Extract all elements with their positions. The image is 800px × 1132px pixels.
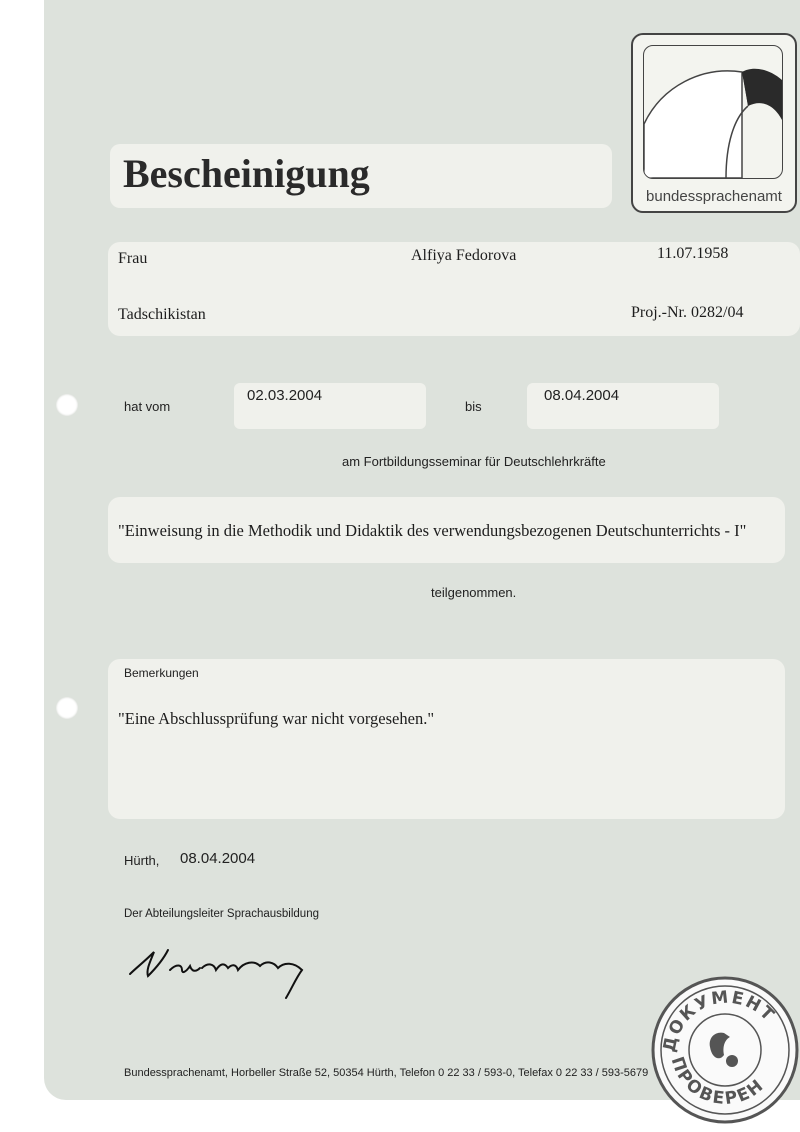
place: Hürth, bbox=[124, 853, 160, 868]
footer-address: Bundessprachenamt, Horbeller Straße 52, 50354 Hürth, Telefon 0 22 33 / 593-0, Telefax 0 22 33 / 593-5679 bbox=[124, 1067, 649, 1079]
stamp-top-text: ДОКУМЕНТ bbox=[659, 987, 779, 1054]
to-date: 08.04.2004 bbox=[544, 387, 620, 404]
birth-date: 11.07.1958 bbox=[657, 245, 729, 262]
punch-hole-top bbox=[56, 394, 78, 416]
stamp-bottom-text: ПРОВЕРЕН bbox=[666, 1054, 769, 1110]
project-number: Proj.-Nr. 0282/04 bbox=[631, 304, 744, 321]
seminar-title: "Einweisung in die Methodik und Didaktik des verwendungsbezogenen Deutschunterrichts - I" bbox=[118, 521, 747, 540]
participated-text: teilgenommen. bbox=[431, 585, 517, 600]
participant-name: Alfiya Fedorova bbox=[411, 247, 517, 264]
seminar-intro: am Fortbildungsseminar für Deutschlehrkräfte bbox=[342, 454, 606, 469]
salutation: Frau bbox=[118, 250, 148, 267]
remarks-panel bbox=[108, 659, 785, 819]
from-date: 02.03.2004 bbox=[247, 387, 323, 404]
logo-arch-icon bbox=[644, 46, 782, 178]
logo-emblem bbox=[643, 45, 783, 179]
logo-wordmark: bundessprachenamt bbox=[646, 188, 782, 205]
remarks-label: Bemerkungen bbox=[124, 666, 199, 680]
to-label: bis bbox=[465, 399, 482, 414]
punch-hole-bottom bbox=[56, 697, 78, 719]
bundessprachenamt-logo bbox=[631, 33, 797, 213]
from-label: hat vom bbox=[124, 399, 171, 414]
signatory-role: Der Abteilungsleiter Sprachausbildung bbox=[124, 908, 319, 920]
remarks-text: "Eine Abschlussprüfung war nicht vorgesehen." bbox=[118, 709, 435, 728]
country: Tadschikistan bbox=[118, 306, 206, 323]
verification-stamp bbox=[650, 975, 800, 1125]
issue-date: 08.04.2004 bbox=[180, 850, 256, 867]
page-title: Bescheinigung bbox=[123, 151, 370, 196]
handwritten-signature bbox=[124, 940, 314, 1002]
